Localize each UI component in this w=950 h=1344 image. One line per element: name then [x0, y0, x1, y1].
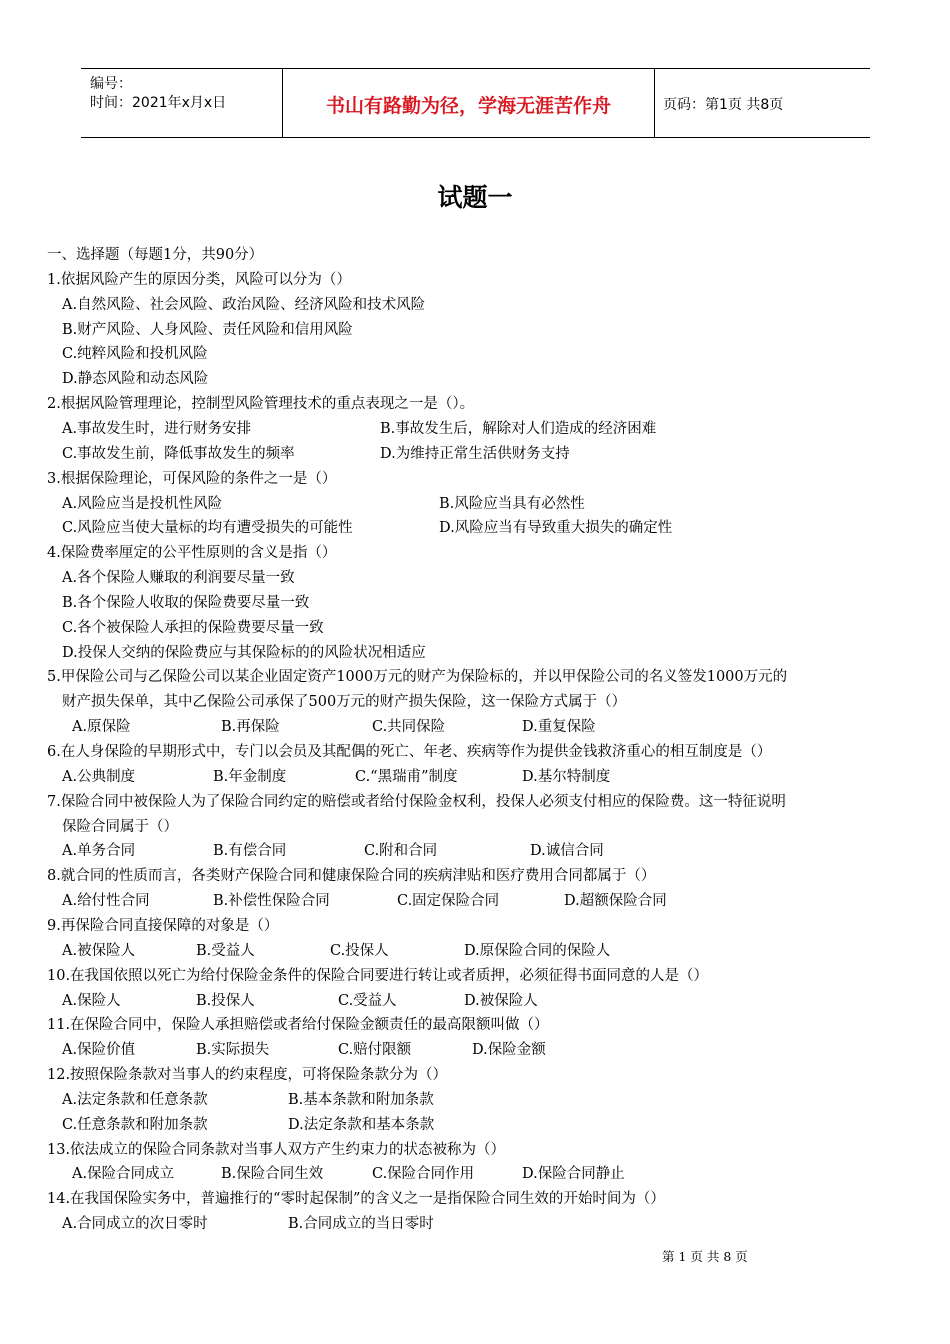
answer-option: B.合同成立的当日零时	[288, 1216, 434, 1232]
answer-option: D.被保险人	[464, 993, 538, 1009]
question-stem: 11.在保险合同中，保险人承担赔偿或者给付保险金额责任的最高限额叫做（）	[47, 1017, 549, 1033]
answer-option: B.受益人	[196, 943, 255, 959]
answer-option: C.共同保险	[372, 719, 446, 735]
question-stem-continued: 财产损失保单，其中乙保险公司承保了500万元的财产损失保险，这一保险方式属于（）	[62, 694, 627, 710]
question-stem: 12.按照保险条款对当事人的约束程度，可将保险条款分为（）	[47, 1067, 448, 1083]
header-middle-cell	[283, 69, 655, 137]
question-stem: 6.在人身保险的早期形式中，专门以会员及其配偶的死亡、年老、疾病等作为提供金钱救济重心的相互制度是（）	[47, 744, 772, 760]
answer-option: D.静态风险和动态风险	[62, 371, 209, 387]
answer-option: D.法定条款和基本条款	[288, 1117, 435, 1133]
header-page-info: 页码：第1页 共8页	[663, 97, 784, 113]
answer-option: D.投保人交纳的保险费应与其保险标的的风险状况相适应	[62, 645, 426, 661]
question-stem: 5.甲保险公司与乙保险公司以某企业固定资产1000万元的财产为保险标的，并以甲保险公司的名义签发1000万元的	[47, 669, 788, 685]
answer-option: B.再保险	[221, 719, 280, 735]
answer-option: A.法定条款和任意条款	[62, 1092, 208, 1108]
question-stem: 8.就合同的性质而言，各类财产保险合同和健康保险合同的疾病津贴和医疗费用合同都属于（）	[47, 868, 656, 884]
answer-option: D.超额保险合同	[564, 893, 667, 909]
header-right-cell	[655, 69, 870, 137]
question-stem: 10.在我国依照以死亡为给付保险金条件的保险合同要进行转让或者质押，必须征得书面同意的人是（）	[47, 968, 709, 984]
question-stem: 2.根据风险管理理论，控制型风险管理技术的重点表现之一是（）。	[47, 396, 475, 412]
answer-option: B.投保人	[196, 993, 255, 1009]
answer-option: C.事故发生前，降低事故发生的频率	[62, 446, 295, 462]
document-number-label: 编号：	[90, 76, 132, 92]
answer-option: B.保险合同生效	[221, 1166, 324, 1182]
question-stem: 1.依据风险产生的原因分类，风险可以分为（）	[47, 272, 351, 288]
answer-option: D.原保险合同的保险人	[464, 943, 611, 959]
answer-option: A.原保险	[72, 719, 131, 735]
question-stem: 4.保险费率厘定的公平性原则的含义是指（）	[47, 545, 337, 561]
document-header	[81, 68, 870, 138]
answer-option: C.附和合同	[364, 843, 438, 859]
answer-option: B.各个保险人收取的保险费要尽量一致	[62, 595, 310, 611]
section-heading: 一、选择题（每题1分，共90分）	[47, 247, 264, 263]
answer-option: C.固定保险合同	[397, 893, 500, 909]
answer-option: A.自然风险、社会风险、政治风险、经济风险和技术风险	[62, 297, 426, 313]
answer-option: D.重复保险	[522, 719, 596, 735]
answer-option: B.事故发生后，解除对人们造成的经济困难	[380, 421, 657, 437]
question-stem-continued: 保险合同属于（）	[62, 819, 178, 835]
answer-option: C.赔付限额	[338, 1042, 412, 1058]
answer-option: C.“黑瑞甫”制度	[355, 769, 458, 785]
header-left-cell	[81, 69, 283, 137]
answer-option: A.保险人	[62, 993, 121, 1009]
answer-option: A.被保险人	[62, 943, 136, 959]
answer-option: B.有偿合同	[213, 843, 287, 859]
answer-option: A.单务合同	[62, 843, 136, 859]
question-stem: 3.根据保险理论，可保风险的条件之一是（）	[47, 471, 337, 487]
answer-option: A.给付性合同	[62, 893, 150, 909]
document-date-label: 时间：2021年x月x日	[90, 95, 227, 111]
answer-option: D.保险金额	[472, 1042, 546, 1058]
answer-option: A.保险合同成立	[72, 1166, 175, 1182]
question-stem: 13.依法成立的保险合同条款对当事人双方产生约束力的状态被称为（）	[47, 1142, 506, 1158]
answer-option: B.实际损失	[196, 1042, 270, 1058]
question-stem: 9.再保险合同直接保障的对象是（）	[47, 918, 279, 934]
answer-option: D.基尔特制度	[522, 769, 611, 785]
answer-option: B.年金制度	[213, 769, 287, 785]
page-title: 试题一	[437, 183, 513, 212]
answer-option: D.保险合同静止	[522, 1166, 625, 1182]
page-footer: 第 1 页 共 8 页	[662, 1249, 748, 1264]
answer-option: A.保险价值	[62, 1042, 136, 1058]
answer-option: C.保险合同作用	[372, 1166, 475, 1182]
answer-option: D.风险应当有导致重大损失的确定性	[439, 520, 673, 536]
answer-option: C.风险应当使大量标的均有遭受损失的可能性	[62, 520, 353, 536]
answer-option: A.合同成立的次日零时	[62, 1216, 208, 1232]
answer-option: A.事故发生时，进行财务安排	[62, 421, 252, 437]
answer-option: D.为维持正常生活供财务支持	[380, 446, 570, 462]
answer-option: A.公典制度	[62, 769, 136, 785]
answer-option: C.投保人	[330, 943, 389, 959]
answer-option: B.补偿性保险合同	[213, 893, 330, 909]
answer-option: C.各个被保险人承担的保险费要尽量一致	[62, 620, 324, 636]
answer-option: C.任意条款和附加条款	[62, 1117, 208, 1133]
answer-option: C.纯粹风险和投机风险	[62, 346, 208, 362]
header-motto: 书山有路勤为径，学海无涯苦作舟	[325, 95, 611, 117]
answer-option: B.风险应当具有必然性	[439, 496, 585, 512]
answer-option: A.各个保险人赚取的利润要尽量一致	[62, 570, 295, 586]
answer-option: A.风险应当是投机性风险	[62, 496, 223, 512]
question-stem: 14.在我国保险实务中，普遍推行的“零时起保制”的含义之一是指保险合同生效的开始时间为（）	[47, 1191, 665, 1207]
question-stem: 7.保险合同中被保险人为了保险合同约定的赔偿或者给付保险金权利，投保人必须支付相应的保险费。这一特征说明	[47, 794, 786, 810]
answer-option: C.受益人	[338, 993, 397, 1009]
answer-option: D.诚信合同	[530, 843, 604, 859]
answer-option: B.财产风险、人身风险、责任风险和信用风险	[62, 322, 353, 338]
answer-option: B.基本条款和附加条款	[288, 1092, 434, 1108]
